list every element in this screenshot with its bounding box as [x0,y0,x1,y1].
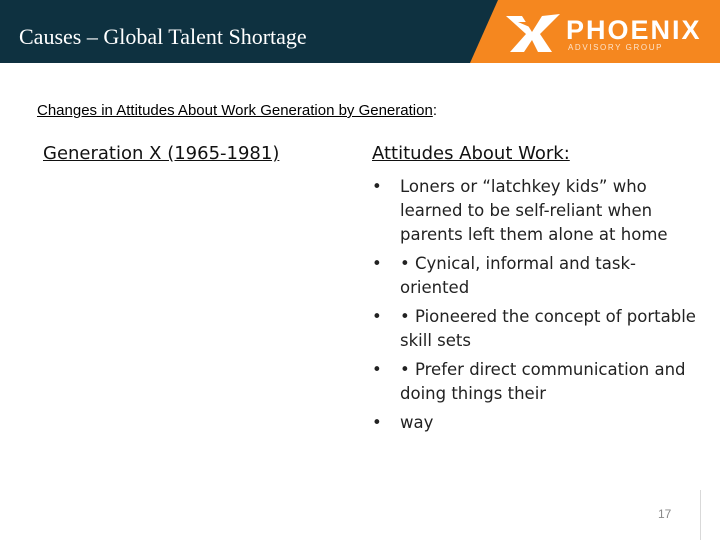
list-item [372,411,702,435]
list-item-text: way [400,413,434,432]
list-item [372,175,702,247]
slide-title: Causes – Global Talent Shortage [19,24,307,49]
list-item-text: • Pioneered the concept of portable skill sets [400,307,696,350]
list-item-text: • Cynical, informal and task-oriented [400,254,636,297]
bullet-icon: • [372,177,382,196]
list-item-text: Loners or “latchkey kids” who learned to be self-reliant when parents left them alone at home [400,177,668,244]
attitudes-list [372,175,702,440]
phoenix-bird-icon [504,12,562,54]
list-item [372,252,702,300]
attitudes-heading: Attitudes About Work: [372,143,570,164]
list-item [372,305,702,353]
generation-heading: Generation X (1965-1981) [43,143,280,164]
logo-subtext: ADVISORY GROUP [568,43,664,52]
list-item [372,358,702,406]
bullet-icon: • [372,254,382,273]
bullet-icon: • [372,360,382,379]
slide-subtitle [37,101,437,121]
logo-text: PHOENIX [566,15,702,45]
bullet-icon: • [372,413,382,432]
page-number: 17 [658,507,672,521]
bullet-icon: • [372,307,382,326]
subtitle-colon: : [432,102,437,119]
footer-divider [700,490,701,540]
list-item-text: • Prefer direct communication and doing things their [400,360,686,403]
subtitle-text: Changes in Attitudes About Work Generation by Generation [37,102,433,119]
